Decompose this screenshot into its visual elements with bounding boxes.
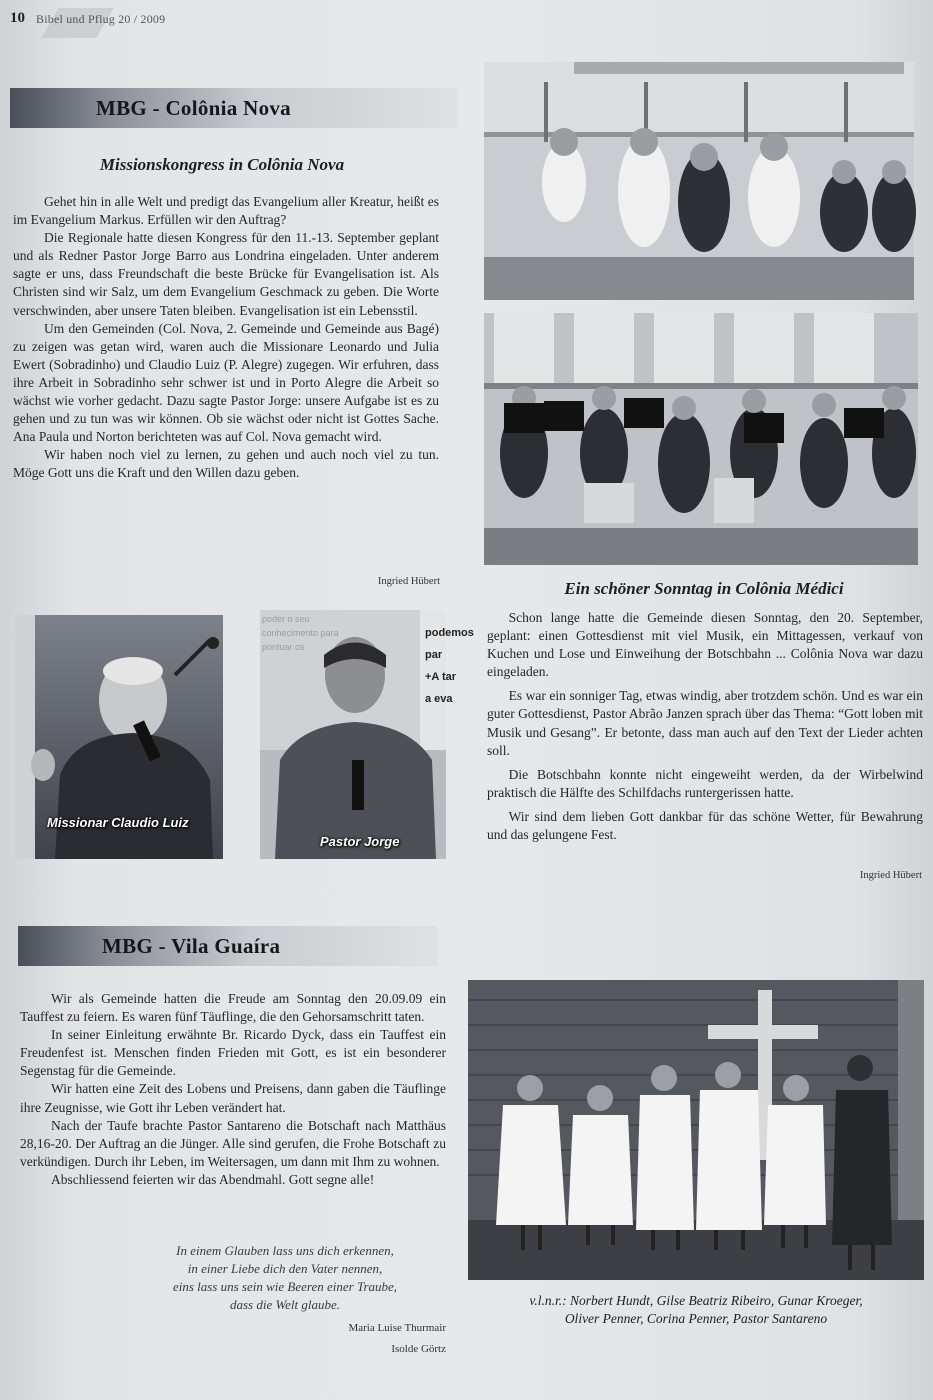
poem-line: in einer Liebe dich den Vater nennen, (187, 1261, 383, 1276)
photo-music-group-1 (484, 62, 914, 300)
poem-line: dass die Welt glaube. (229, 1297, 340, 1312)
slide-line: conhecimento para (262, 628, 339, 638)
paragraph: Die Botschbahn konnte nicht eingeweiht werden, da der Wirbelwind praktisch die Hälfte des Schilfdachs runtergerissen hatte. (487, 766, 923, 800)
slide-line: par (425, 649, 443, 661)
article-body (487, 609, 923, 850)
caption-line: v.l.n.r.: Norbert Hundt, Gilse Beatriz Ribeiro, Gunar Kroeger, (529, 1293, 863, 1308)
article-body (20, 990, 446, 1189)
paragraph: Nach der Taufe brachte Pastor Santareno die Botschaft nach Matthäus 28,16-20. Der Auftrag an die Jünger. Alle sind gerufen, die Frohe Botschaft zu verkündigen. Durch ihr Leben, im Weitersagen, um dann mit Ihm zu wohnen. (20, 1117, 446, 1169)
paragraph: Gehet hin in alle Welt und predigt das Evangelium aller Kreatur, heißt es im Evangelium Markus. Erfüllen wir den Auftrag? (13, 194, 439, 228)
paragraph: Wir haben noch viel zu lernen, zu gehen und auch noch viel zu tun. Möge Gott uns die Kraft und den Willen dazu geben. (13, 447, 439, 481)
caption-line: Oliver Penner, Corina Penner, Pastor Santareno (564, 1311, 828, 1326)
paragraph: Um den Gemeinden (Col. Nova, 2. Gemeinde und Gemeinde aus Bagé) zu zeigen was getan wird, waren auch die Missionare Leonardo und Julia Ewert (Sobradinho) und Claudio Luiz (P. Alegre) zugegen. Wir erfuhren, dass ihre Arbeit in Sobradinho sehr schwer ist und in Porto Alegre die Arbeit so wächst wie vorher gedacht. Dazu sagte Pastor Jorge: unsere Aufgabe ist es zu gehen und zu tun was wir können. Ob sie wächst oder nicht ist Gottes Sache. Ana Paula und Norton berichteten was auf Col. Nova gemacht wird. (13, 320, 439, 445)
slide-line: podemos (425, 627, 474, 639)
banner-title: MBG - Vila Guaíra (102, 933, 281, 958)
article-subtitle: Missionskongress in Colônia Nova (99, 155, 345, 174)
section-banner-vila-guaira (18, 926, 438, 966)
section-banner-colonia-nova (10, 88, 458, 128)
photo-music-group-2 (484, 313, 918, 565)
photo-missionar-claudio (15, 615, 223, 859)
paragraph: In seiner Einleitung erwähnte Br. Ricardo Dyck, dass ein Tauffest ein Freudenfest ist. Menschen finden Frieden mit Gott, es ist ein besonderer Segenstag für die Gemeinde. (20, 1027, 446, 1079)
author: Isolde Görtz (391, 1343, 446, 1355)
banner-title: MBG - Colônia Nova (96, 95, 291, 120)
paragraph: Die Regionale hatte diesen Kongress für den 11.-13. September geplant und als Redner Pastor Jorge Barro aus Londrina eingeladen. Unter anderem sagte er uns, dass Freundschaft die beste Brücke für Evangelisation ist. Als Christen sind wir Salz, um dem Evangelium Geschmack zu geben. Die Worte verschwinden, aber unsere Taten bleiben. Evangelisation ist ein Lebensstil. (13, 230, 439, 318)
article-subtitle: Ein schöner Sonntag in Colônia Médici (564, 579, 844, 598)
poem-line: In einem Glauben lass uns dich erkennen, (176, 1243, 394, 1258)
author: Ingried Hübert (859, 870, 922, 881)
poem-author: Maria Luise Thurmair (348, 1322, 446, 1334)
slide-line: poder o seu (262, 614, 310, 624)
photo-caption: Pastor Jorge (320, 834, 400, 849)
slide-line: +A tar (425, 671, 457, 683)
author: Ingried Hübert (377, 576, 440, 587)
paragraph: Schon lange hatte die Gemeinde diesen Sonntag, den 20. September, geplant: einen Gottesdienst mit viel Musik, ein Mittagessen, verkauf von Kuchen und Lose und Einweihung der Botschbahn ... Colônia Nova war dazu eingeladen. (487, 610, 923, 680)
paragraph: Es war ein sonniger Tag, etwas windig, aber trotzdem schön. Und es war ein guter Gottesdienst, Pastor Abrão Janzen sprach über das Thema: “Gott loben mit Musik und Gesang”. Er betonte, dass man auch auf den Text der Lieder achten soll. (487, 688, 923, 758)
paragraph: Wir sind dem lieben Gott dankbar für das schöne Wetter, für Bewahrung und das gelungene Fest. (487, 808, 923, 843)
slide-background-text (262, 612, 339, 654)
poem-line: eins lass uns sein wie Beeren einer Traube, (172, 1279, 398, 1294)
slide-line: a eva (425, 693, 453, 705)
photo-pastor-jorge (260, 610, 474, 859)
poem (120, 1242, 450, 1314)
page-number: 10 (10, 10, 25, 26)
photo-caption: Missionar Claudio Luiz (47, 815, 189, 830)
slide-text (425, 622, 474, 710)
paragraph: Wir hatten eine Zeit des Lobens und Preisens, dann gaben die Täuflinge ihre Zeugnisse, wie Gott ihr Leben verändert hat. (20, 1081, 446, 1115)
slide-line: pontuar os (262, 642, 305, 652)
paragraph: Wir als Gemeinde hatten die Freude am Sonntag den 20.09.09 ein Tauffest zu feiern. Es waren fünf Täuflinge, die den Gehorsamschritt taten. (20, 991, 446, 1025)
article-body (13, 193, 439, 483)
publication-title: Bibel und Pflug 20 / 2009 (36, 12, 166, 26)
photo-baptism (468, 980, 924, 1280)
photo-caption-names (470, 1292, 922, 1328)
paragraph: Abschliessend feierten wir das Abendmahl. Gott segne alle! (51, 1171, 375, 1187)
